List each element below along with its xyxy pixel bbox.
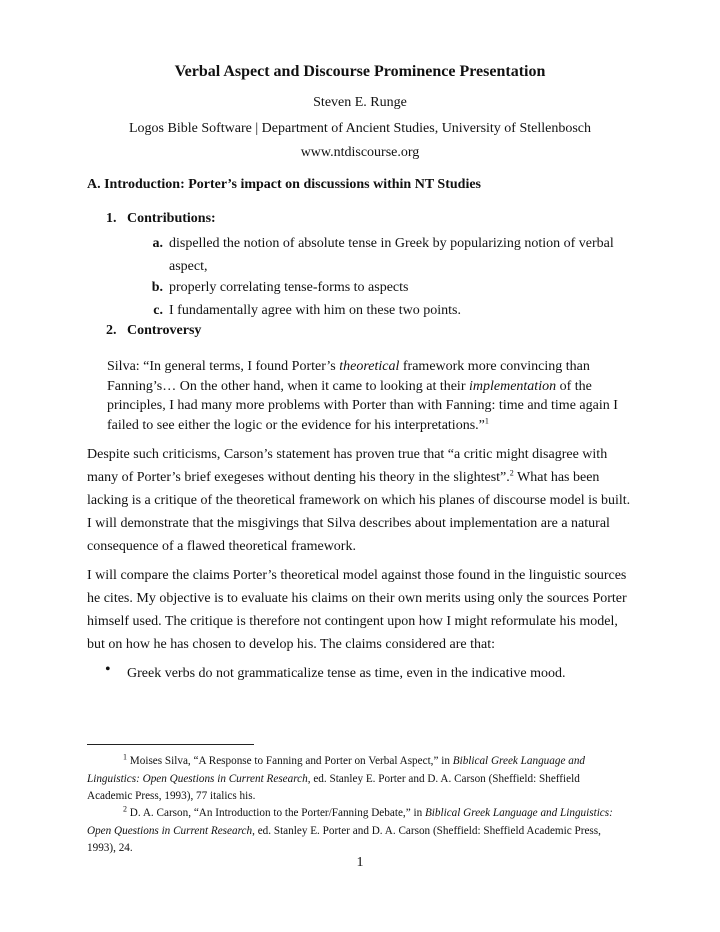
list-item-line: aspect, xyxy=(169,259,208,274)
contribution-b-label xyxy=(145,276,163,299)
silva-quote xyxy=(107,357,647,435)
contribution-b-text: properly correlating tense-forms to aspects xyxy=(169,280,409,295)
footnote-separator xyxy=(87,744,254,745)
quote-line: principles, I had many more problems with Porter than with Fanning: time and time again I xyxy=(107,398,618,413)
quote-text: framework more convincing than xyxy=(399,359,590,374)
paragraph-line: he cites. My objective is to evaluate his claims on their own merits using only the sources Porter xyxy=(87,591,627,606)
controversy-heading: Controversy xyxy=(127,323,202,338)
paragraph-text: many of Porter’s brief exegeses without denting his theory in the slightest”. xyxy=(87,470,510,485)
contribution-a-text xyxy=(169,232,614,278)
paragraph-line: Despite such criticisms, Carson’s statement has proven true that “a critic might disagree with xyxy=(87,447,608,462)
paragraph-line: but on how he has chosen to develop his. The claims considered are that: xyxy=(87,637,495,652)
footnote-ref-2[interactable]: 2 xyxy=(509,468,514,478)
paragraph-line: lacking is a critique of the theoretical framework on which his planes of discourse model is built. xyxy=(87,493,631,508)
page-number: 1 xyxy=(356,855,364,870)
contributions-number: 1. xyxy=(106,211,117,226)
footnote-text: D. A. Carson, “An Introduction to the Porter/Fanning Debate,” in xyxy=(127,807,425,819)
footnote-number: 2 xyxy=(123,804,127,814)
bullet-item-text: Greek verbs do not grammaticalize tense as time, even in the indicative mood. xyxy=(127,666,566,681)
contribution-c-label xyxy=(145,299,163,322)
list-item-line: dispelled the notion of absolute tense in Greek by popularizing notion of verbal xyxy=(169,236,614,251)
item-label: c. xyxy=(153,303,163,318)
website-link[interactable]: www.ntdiscourse.org xyxy=(300,145,420,160)
contributions-heading: Contributions: xyxy=(127,211,216,226)
paragraph-carson xyxy=(87,443,647,558)
contribution-a-label xyxy=(145,232,163,255)
contribution-c-text: I fundamentally agree with him on these two points. xyxy=(169,303,461,318)
paragraph-line xyxy=(87,466,647,489)
footnote-emphasis: Biblical Greek Language and Linguistics: xyxy=(424,807,613,819)
paragraph-text: What has been xyxy=(513,470,600,485)
footnote-line xyxy=(87,753,647,771)
author-name: Steven E. Runge xyxy=(313,95,407,110)
paragraph-line: consequence of a flawed theoretical framework. xyxy=(87,539,356,554)
bullet-icon: • xyxy=(105,661,111,678)
footnote-2 xyxy=(87,805,647,858)
footnote-text: , ed. Stanley E. Porter and D. A. Carson (Sheffield: Sheffield Academic Press, xyxy=(252,824,601,837)
quote-text: failed to see either the logic or the evidence for his interpretations.” xyxy=(107,417,485,433)
quote-text: Silva: “In general terms, I found Porter’s xyxy=(107,359,340,374)
controversy-number: 2. xyxy=(106,323,117,338)
quote-line xyxy=(107,357,647,377)
item-label: a. xyxy=(152,236,163,251)
footnote-emphasis: Biblical Greek Language and xyxy=(452,755,586,767)
footnote-emphasis: Open Questions in Current Research xyxy=(87,824,253,837)
footnote-text: , ed. Stanley E. Porter and D. A. Carson (Sheffield: Sheffield xyxy=(307,772,580,785)
paragraph-line: I will compare the claims Porter’s theoretical model against those found in the linguistic sources xyxy=(87,568,627,583)
footnote-line: Academic Press, 1993), 77 italics his. xyxy=(87,790,256,802)
quote-emphasis: theoretical xyxy=(339,359,400,374)
quote-text: of the xyxy=(556,378,592,394)
document-title: Verbal Aspect and Discourse Prominence Presentation xyxy=(174,63,546,80)
footnote-line xyxy=(87,805,647,823)
quote-emphasis: implementation xyxy=(468,378,557,394)
paragraph-comparison xyxy=(87,564,647,656)
author-affiliation: Logos Bible Software | Department of Ancient Studies, University of Stellenbosch xyxy=(129,121,591,136)
footnote-number: 1 xyxy=(123,752,127,762)
footnote-emphasis: Linguistics: Open Questions in Current Research xyxy=(87,772,308,785)
footnote-1 xyxy=(87,753,647,806)
quote-line xyxy=(107,377,647,397)
footnote-ref-1[interactable]: 1 xyxy=(484,415,489,425)
section-a-heading: A. Introduction: Porter’s impact on discussions within NT Studies xyxy=(87,177,481,192)
footnote-line xyxy=(87,771,647,789)
quote-line xyxy=(107,416,647,436)
paragraph-line: himself used. The critique is therefore not contingent upon how I might reformulate his model, xyxy=(87,614,618,629)
item-label: b. xyxy=(151,280,163,295)
quote-text: Fanning’s… On the other hand, when it came to looking at their xyxy=(107,378,469,394)
footnote-line xyxy=(87,823,647,841)
paragraph-line: I will demonstrate that the misgivings that Silva describes about implementation are a natural xyxy=(87,516,610,531)
footnote-line: 1993), 24. xyxy=(87,842,133,854)
footnote-text: Moises Silva, “A Response to Fanning and Porter on Verbal Aspect,” in xyxy=(127,755,453,767)
